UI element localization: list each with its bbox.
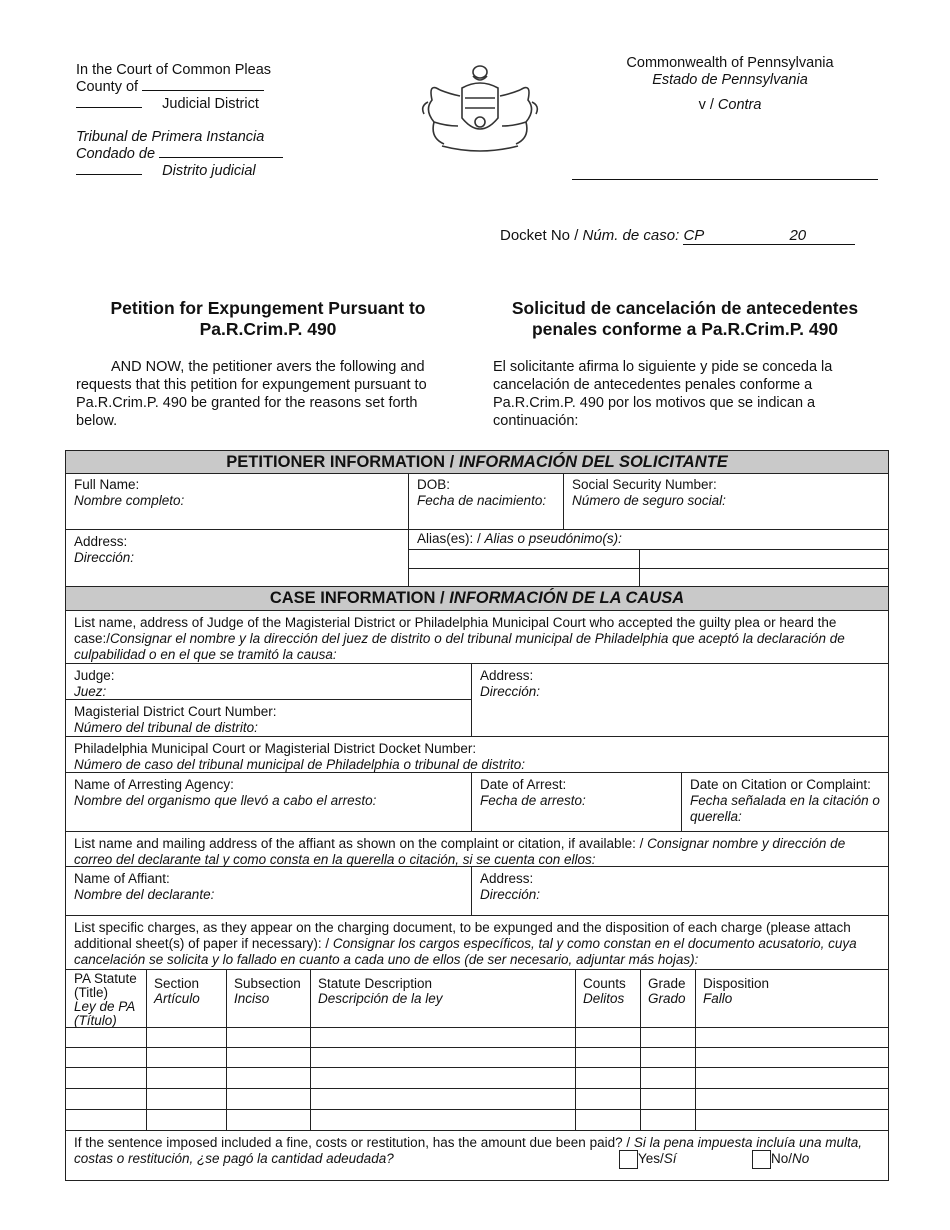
affiant-name-field[interactable]: Name of Affiant: Nombre del declarante: <box>74 871 215 902</box>
col-subsection: Subsection Inciso <box>234 976 301 1006</box>
charges-instructions: List specific charges, as they appear on the charging document, to be expunged and the disposition of each charge (please attach additional sheet(s) of paper if necessary): / Consignar los cargos específicos, tal y como constan en el documento acusatorio, cuya cancelación se solicita y lo fallado en cuanto a cada uno de ellos (de ser necesario, adjuntar más hojas): <box>74 920 857 967</box>
court-block <box>76 62 283 180</box>
defendant-name-line[interactable] <box>572 179 878 180</box>
no-checkbox[interactable] <box>752 1150 771 1169</box>
case-heading: CASE INFORMATION / INFORMACIÓN DE LA CAUSA <box>66 587 888 610</box>
col-counts: Counts Delitos <box>583 976 626 1006</box>
col-disposition: Disposition Fallo <box>703 976 770 1006</box>
petitioner-heading: PETITIONER INFORMATION / INFORMACIÓN DEL SOLICITANTE <box>66 451 888 473</box>
docket-year: 20 <box>789 227 807 244</box>
dob-field[interactable]: DOB: Fecha de nacimiento: <box>417 477 547 508</box>
col-statute-description: Statute Description Descripción de la ley <box>318 976 443 1006</box>
yes-checkbox[interactable] <box>619 1150 638 1169</box>
mdc-number-field[interactable]: Magisterial District Court Number: Número del tribunal de distrito: <box>74 704 277 735</box>
distrito-blank[interactable] <box>76 174 142 175</box>
versus-es: Contra <box>717 97 762 113</box>
fine-paid-no-option[interactable]: No/No <box>752 1150 809 1169</box>
arresting-agency-field[interactable]: Name of Arresting Agency: Nombre del organismo que llevó a cabo el arresto: <box>74 777 377 808</box>
judge-address-field[interactable]: Address: Dirección: <box>480 668 541 699</box>
title-en: Petition for Expungement Pursuant to Pa.R.Crim.P. 490 <box>110 298 426 339</box>
court-en-line2: County of <box>76 79 139 95</box>
affiant-address-field[interactable]: Address: Dirección: <box>480 871 541 902</box>
condado-blank[interactable] <box>159 157 283 158</box>
full-name-field[interactable]: Full Name: Nombre completo: <box>74 477 185 508</box>
citation-date-field[interactable]: Date on Citation or Complaint: Fecha señalada en la citación o querella: <box>690 777 880 824</box>
fine-paid-question: If the sentence imposed included a fine, costs or restitution, has the amount due been paid? / Si la pena impuesta incluía una multa, costas o restitución, ¿se pagó la cantidad adeudada? <box>74 1135 863 1166</box>
alias-4-field[interactable] <box>640 569 888 586</box>
versus-en: v / <box>698 97 714 113</box>
title-es: Solicitud de cancelación de antecedentes penales conforme a Pa.R.Crim.P. 490 <box>511 298 859 339</box>
alias-2-field[interactable] <box>640 550 888 568</box>
court-es-line2: Condado de <box>76 146 156 162</box>
affiant-instructions: List name and mailing address of the affiant as shown on the complaint or citation, if available: / Consignar nombre y dirección de correo del declarante tal y como consta en la querella o citación, si se cuenta con ellos: <box>74 836 846 867</box>
docket-number-field[interactable]: Philadelphia Municipal Court or Magisterial District Docket Number: Número de caso del tribunal municipal de Philadelphia o tribunal de distrito: <box>74 741 526 772</box>
charge-row[interactable] <box>66 1068 888 1088</box>
intro-en: AND NOW, the petitioner avers the following and requests that this petition for expungement pursuant to Pa.R.Crim.P. 490 be granted for the reasons set forth below. <box>76 359 427 429</box>
charge-row[interactable] <box>66 1089 888 1109</box>
pennsylvania-coat-of-arms-icon <box>410 60 550 155</box>
arrest-date-field[interactable]: Date of Arrest: Fecha de arresto: <box>480 777 586 808</box>
col-section: Section Artículo <box>154 976 200 1006</box>
court-en-line1: In the Court of Common Pleas <box>76 62 272 78</box>
judge-instructions: List name, address of Judge of the Magisterial District or Philadelphia Municipal Court who accepted the guilty plea or heard the case:/Consignar el nombre y la dirección del juez de distrito o del tribunal municipal de Philadelphia que aceptó la declaración de culpabilidad o en el que se tramitó la causa: <box>74 615 845 662</box>
court-es-line3: Distrito judicial <box>162 163 256 179</box>
commonwealth-es: Estado de Pennsylvania <box>652 72 808 88</box>
charge-row[interactable] <box>66 1028 888 1047</box>
col-grade: Grade Grado <box>648 976 686 1006</box>
docket-prefix: CP <box>683 227 705 244</box>
alias-label: Alias(es): / Alias o pseudónimo(s): <box>417 531 622 546</box>
docket-en: Docket No / <box>500 227 579 244</box>
judge-field[interactable]: Judge: Juez: <box>74 668 115 699</box>
col-pa-statute: PA Statute (Title) Ley de PA (Título) <box>74 971 137 1028</box>
fine-paid-yes-option[interactable]: Yes/Sí <box>619 1150 677 1169</box>
court-es-line1: Tribunal de Primera Instancia <box>76 129 265 145</box>
charge-row[interactable] <box>66 1048 888 1067</box>
alias-3-field[interactable] <box>409 569 639 586</box>
charge-row[interactable] <box>66 1110 888 1130</box>
address-field[interactable]: Address: Dirección: <box>74 534 135 565</box>
petition-form-table <box>65 450 889 1181</box>
ssn-field[interactable]: Social Security Number: Número de seguro social: <box>572 477 726 508</box>
intro-es: El solicitante afirma lo siguiente y pide se conceda la cancelación de antecedentes penales conforme a Pa.R.Crim.P. 490 por los motivos que se indican a continuación: <box>493 359 833 429</box>
court-en-line3: Judicial District <box>162 96 259 112</box>
county-blank[interactable] <box>142 90 264 91</box>
commonwealth-en: Commonwealth of Pennsylvania <box>626 55 834 71</box>
district-blank[interactable] <box>76 107 142 108</box>
docket-number <box>500 227 855 245</box>
docket-es: Núm. de caso: <box>582 227 680 244</box>
commonwealth-block <box>575 55 885 114</box>
docket-field[interactable] <box>683 227 855 245</box>
alias-1-field[interactable] <box>409 550 639 568</box>
